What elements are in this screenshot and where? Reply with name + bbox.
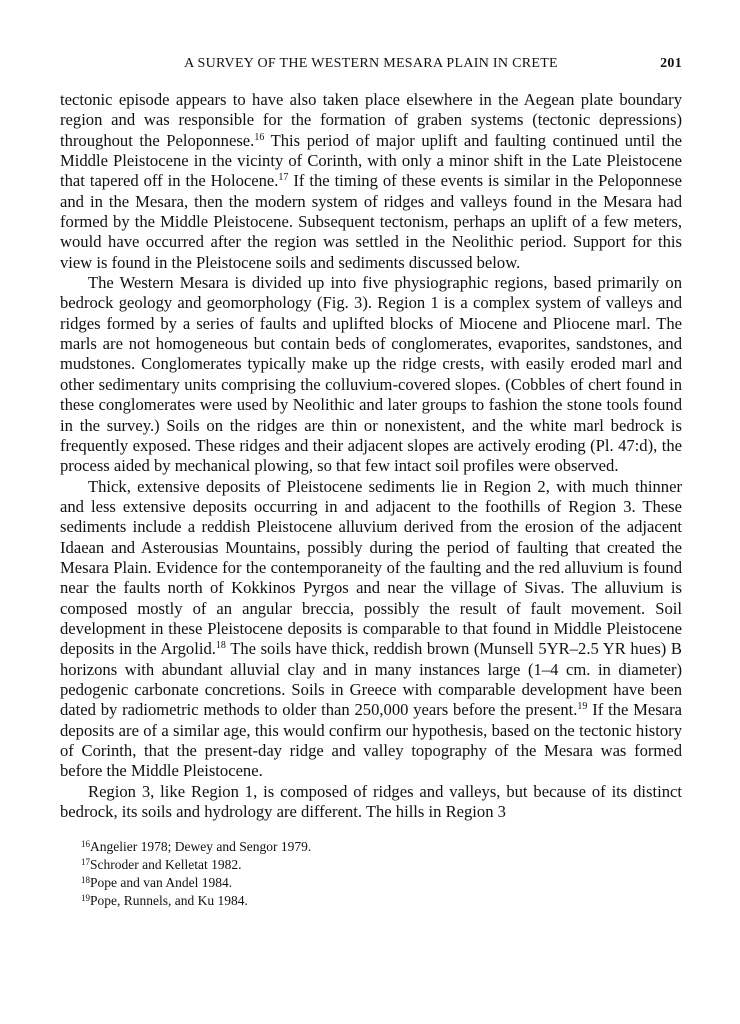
page (60, 56, 682, 910)
body-paragraph (60, 90, 682, 273)
footnote-text: Angelier 1978; Dewey and Sengor 1979. (90, 839, 312, 855)
text-run: The soils have thick, reddish brown (Munsell 5YR–2.5 YR hues) B horizons with abundant alluvial clay and in many instances large (1–4 cm. in diameter) pedogenic carbonate concretions. Soils in Greece with comparable development have been dated by radiometric methods to older than 250,000 years before the present. (60, 639, 682, 720)
text-run: tectonic episode appears to have also taken place elsewhere in the Aegean plate boundary region and was responsible for the formation of graben systems (tectonic depressions) throughout the Peloponnese. (60, 90, 682, 150)
body-paragraph (60, 782, 682, 823)
text-run: This period of major uplift and faulting continued until the Middle Pleistocene in the vicinty of Corinth, with only a minor shift in the Late Pleistocene that tapered off in the Holocene. (60, 130, 682, 191)
body-text (60, 90, 682, 822)
text-run: Region 3, like Region 1, is composed of ridges and valleys, but because of its distinct bedrock, its soils and hydrology are different. The hills in Region 3 (60, 781, 682, 822)
footnote (81, 838, 682, 856)
footnote-reference: 16 (254, 131, 265, 143)
footnote-text: Pope and van Andel 1984. (90, 875, 233, 891)
body-paragraph (60, 477, 682, 782)
text-run: The Western Mesara is divided up into five physiographic regions, based primarily on bedrock geology and geomorphology (Fig. 3). Region 1 is a complex system of valleys and ridges formed by a series of faults and uplifted blocks of Miocene and Pliocene marl. The marls are not homogeneous but contain beds of conglomerates, evaporites, sandstones, and mudstones. Conglomerates typically make up the ridge crests, with easily eroded marl and other sedimentary units comprising the colluvium-covered slopes. (Cobbles of chert found in these conglomerates were used by Neolithic and later groups to fashion the stone tools found in the survey.) Soils on the ridges are thin or nonexistent, and the white marl bedrock is frequently exposed. These ridges and their adjacent slopes are actively eroding (Pl. 47:d), the process aided by mechanical plowing, so that few intact soil profiles were observed. (60, 273, 682, 476)
page-number: 201 (660, 56, 682, 71)
footnote (81, 892, 682, 910)
running-head-title: A SURVEY OF THE WESTERN MESARA PLAIN IN CRETE (184, 56, 558, 71)
footnote-text: Schroder and Kelletat 1982. (90, 857, 242, 873)
footnote-number: 17 (81, 857, 90, 868)
footnote-reference: 19 (577, 701, 588, 713)
footnote-number: 18 (81, 875, 90, 886)
footnote (81, 856, 682, 874)
footnote-text: Pope, Runnels, and Ku 1984. (90, 893, 248, 909)
body-paragraph (60, 273, 682, 476)
footnote-number: 19 (81, 893, 90, 904)
footnote-reference: 17 (278, 172, 289, 184)
text-run: If the Mesara deposits are of a similar age, this would confirm our hypothesis, based on the tectonic history of Corinth, that the present-day ridge and valley topography of the Mesara was formed before the Middle Pleistocene. (60, 700, 682, 781)
footnotes (60, 838, 682, 910)
footnote-reference: 18 (215, 640, 226, 652)
text-run: If the timing of these events is similar in the Peloponnese and in the Mesara, then the modern system of ridges and valleys found in the Mesara had formed by the Middle Pleistocene. Subsequent tectonism, perhaps an uplift of a few meters, would have occurred after the region was settled in the Neolithic period. Support for this view is found in the Pleistocene soils and sediments discussed below. (60, 171, 683, 272)
footnote (81, 874, 682, 892)
text-run: Thick, extensive deposits of Pleistocene sediments lie in Region 2, with much thinner and less extensive deposits occurring in and adjacent to the foothills of Region 3. These sediments include a reddish Pleistocene alluvium derived from the erosion of the adjacent Idaean and Asterousias Mountains, possibly during the period of faulting that created the Mesara Plain. Evidence for the contemporaneity of the faulting and the red alluvium is found near the faults north of Kokkinos Pyrgos and near the village of Sivas. The alluvium is composed mostly of an angular breccia, possibly the result of fault movement. Soil development in these Pleistocene deposits is comparable to that found in Middle Pleistocene deposits in the Argolid. (60, 476, 682, 659)
footnote-number: 16 (81, 839, 90, 850)
running-head (60, 56, 682, 78)
